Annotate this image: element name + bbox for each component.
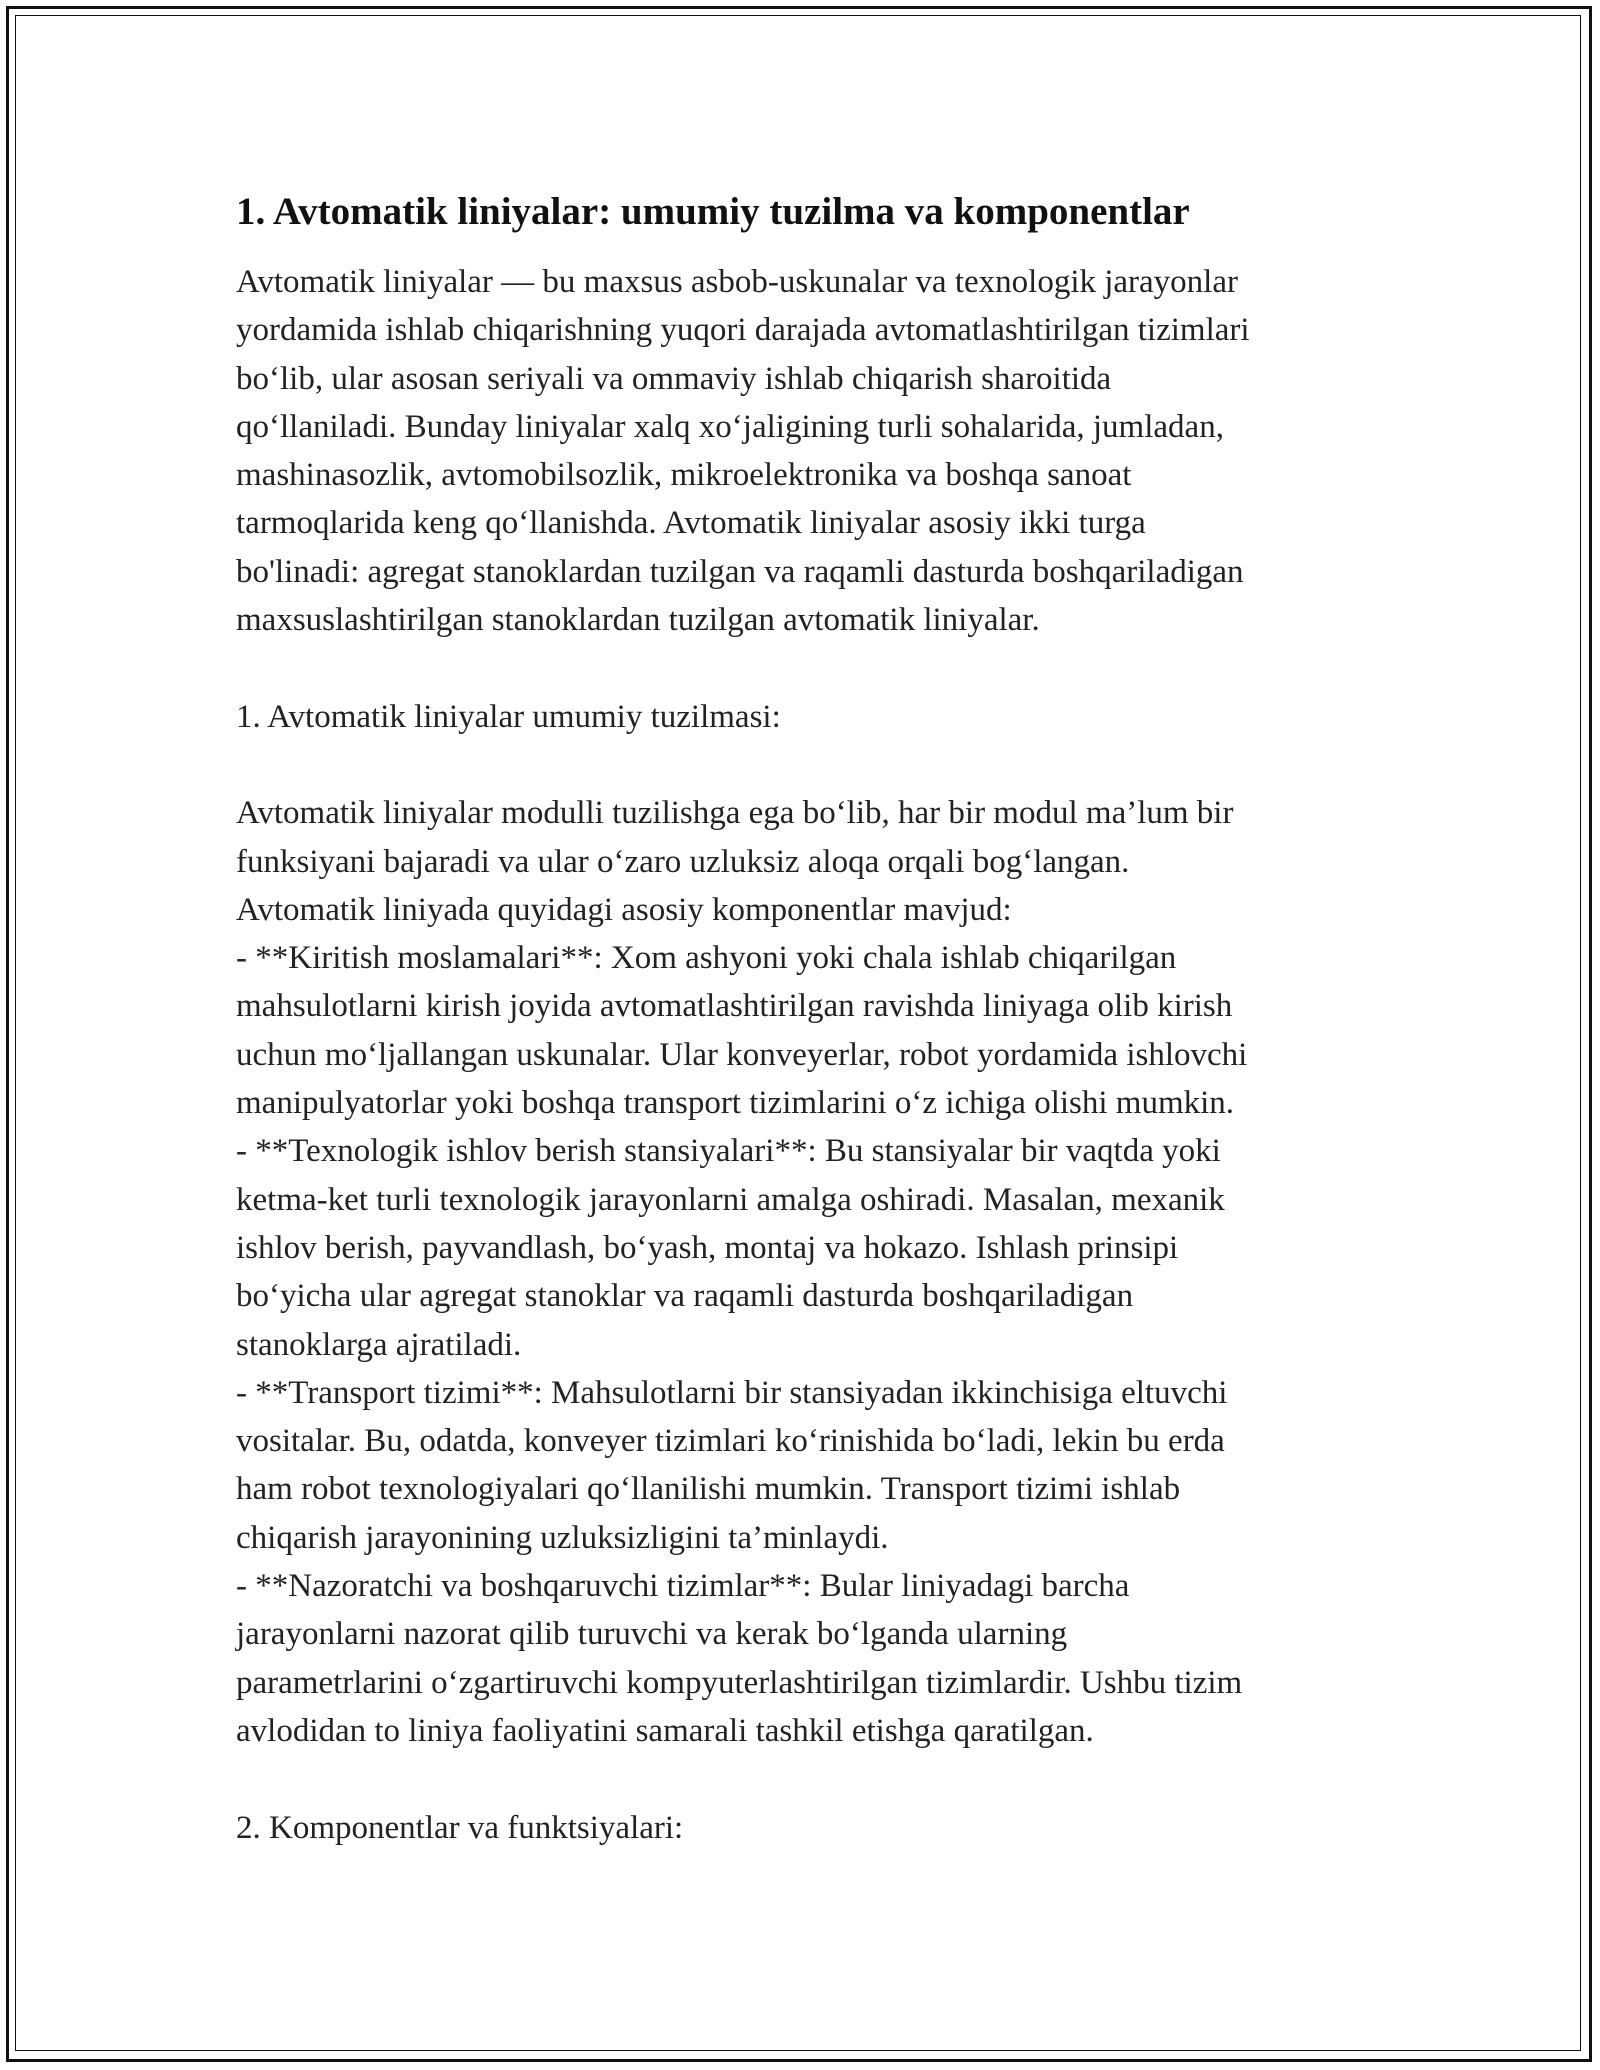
intro-line: qo‘llaniladi. Bunday liniyalar xalq xo‘jaligining turli sohalarida, jumladan, [236,408,1224,445]
intro-line: mashinasozlik, avtomobilsozlik, mikroelektronika va boshqa sanoat [236,457,1132,494]
section-2-heading: 2. Komponentlar va funktsiyalari: [236,1809,684,1846]
intro-line: Avtomatik liniyalar — bu maxsus asbob-uskunalar va texnologik jarayonlar [236,264,1238,300]
intro-line: maxsuslashtirilgan stanoklardan tuzilgan avtomatik liniyalar. [236,602,1040,639]
list-item-transport-system: - **Transport tizimi**: Mahsulotlarni bir stansiyadan ikkinchisiga eltuvchi [236,1374,1228,1411]
intro-paragraph [236,258,1376,644]
paragraph-gap [236,741,1376,789]
list-item-processing-stations: - **Texnologik ishlov berish stansiyalari**: Bu stansiyalar bir vaqtda yoki [236,1133,1221,1170]
section-1-paragraph [236,789,1376,1755]
paragraph-gap [236,1755,1376,1803]
paragraph-gap [236,644,1376,692]
section-1-line: uchun mo‘ljallangan uskunalar. Ular konveyerlar, robot yordamida ishlovchi [236,1036,1248,1073]
section-1-line: avlodidan to liniya faoliyatini samarali tashkil etishga qaratilgan. [236,1712,1094,1749]
section-1-line: Avtomatik liniyalar modulli tuzilishga ega bo‘lib, har bir modul ma’lum bir [236,795,1234,832]
section-1-line: bo‘yicha ular agregat stanoklar va raqamli dasturda boshqariladigan [236,1278,1134,1315]
section-1-line: vositalar. Bu, odatda, konveyer tizimlari ko‘rinishida bo‘ladi, lekin bu erda [236,1423,1225,1460]
intro-line: bo‘lib, ular asosan seriyali va ommaviy ishlab chiqarish sharoitida [236,360,1112,397]
section-1-line: chiqarish jarayonining uzluksizligini ta’minlaydi. [236,1519,889,1556]
section-1-line: jarayonlarni nazorat qilib turuvchi va kerak bo‘lganda ularning [236,1616,1068,1653]
section-1-line: Avtomatik liniyada quyidagi asosiy komponentlar mavjud: [236,891,1012,928]
document-body [236,186,1376,1852]
section-1-heading: 1. Avtomatik liniyalar umumiy tuzilmasi: [236,698,781,735]
section-1-line: funksiyani bajaradi va ular o‘zaro uzluksiz aloqa orqali bog‘langan. [236,843,1130,880]
list-item-input-devices: - **Kiritish moslamalari**: Xom ashyoni yoki chala ishlab chiqarilgan [236,940,1177,977]
document-title: 1. Avtomatik liniyalar: umumiy tuzilma va komponentlar [236,190,1190,233]
section-1-line: ishlov berish, payvandlash, bo‘yash, montaj va hokazo. Ishlash prinsipi [236,1229,1179,1266]
section-1-line: manipulyatorlar yoki boshqa transport tizimlarini o‘z ichiga olishi mumkin. [236,1085,1235,1122]
section-1-line: stanoklarga ajratiladi. [236,1326,522,1363]
section-1-line: ham robot texnologiyalari qo‘llanilishi mumkin. Transport tizimi ishlab [236,1471,1181,1508]
intro-line: tarmoqlarida keng qo‘llanishda. Avtomatik liniyalar asosiy ikki turga [236,505,1146,542]
section-1-line: parametrlarini o‘zgartiruvchi kompyuterlashtirilgan tizimlardir. Ushbu tizim [236,1664,1243,1701]
intro-line: bo'linadi: agregat stanoklardan tuzilgan va raqamli dasturda boshqariladigan [236,553,1244,590]
section-1-line: ketma-ket turli texnologik jarayonlarni amalga oshiradi. Masalan, mexanik [236,1181,1225,1218]
section-1-line: mahsulotlarni kirish joyida avtomatlashtirilgan ravishda liniyaga olib kirish [236,988,1233,1025]
list-item-control-systems: - **Nazoratchi va boshqaruvchi tizimlar**: Bular liniyadagi barcha [236,1568,1130,1605]
intro-line: yordamida ishlab chiqarishning yuqori darajada avtomatlashtirilgan tizimlari [236,312,1250,349]
